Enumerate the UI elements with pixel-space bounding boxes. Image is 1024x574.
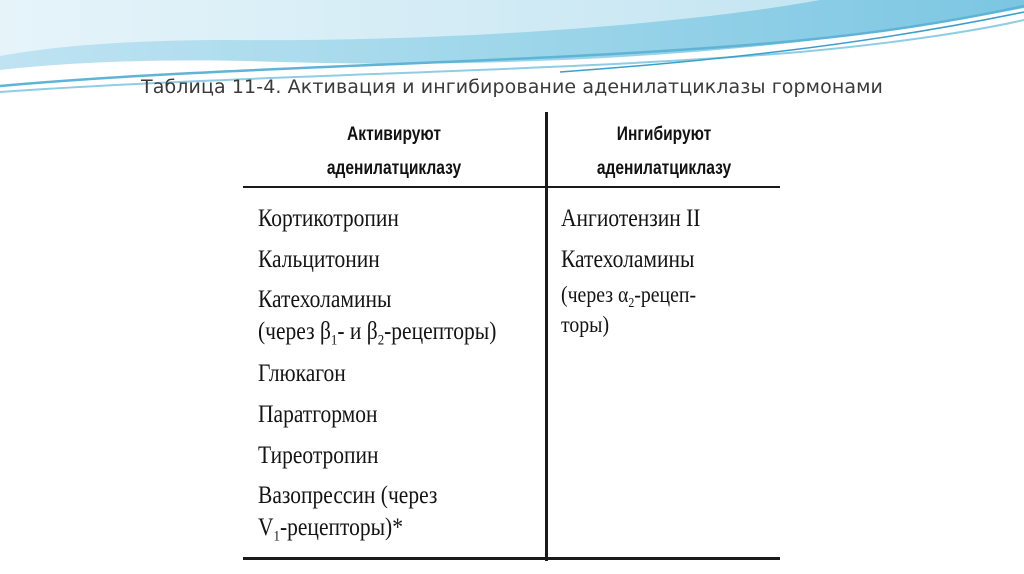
header-activate-line1: Активируют — [347, 124, 441, 145]
text-fragment: -рецепторы) — [384, 318, 497, 345]
hormone-table — [243, 112, 780, 561]
subscript: 1 — [273, 528, 280, 545]
item-line: торы) — [561, 312, 610, 337]
activators-list — [258, 198, 542, 549]
list-item — [258, 280, 542, 353]
text-fragment: (через β — [258, 318, 331, 345]
column-divider — [545, 112, 548, 561]
list-item: Паратгормон — [258, 401, 378, 428]
header-inhibit-line1: Ингибируют — [616, 124, 712, 145]
slide-title: Таблица 11-4. Активация и ингибирование аденилатциклазы гормонами — [141, 76, 883, 98]
list-item: Глюкагон — [258, 360, 346, 387]
list-item: Тиреотропин — [258, 442, 379, 469]
item-line — [561, 280, 780, 310]
item-line: Катехоламины — [258, 286, 392, 313]
subscript: 1 — [330, 332, 338, 349]
item-line: Вазопрессин (через — [258, 482, 438, 509]
text-fragment: - и β — [337, 318, 378, 345]
item-line — [258, 512, 542, 544]
header-activate — [270, 118, 518, 186]
list-item — [561, 280, 780, 340]
header-inhibit-line2: аденилатциклазу — [596, 158, 732, 179]
text-fragment: -рецеп- — [634, 282, 697, 307]
header-divider — [243, 186, 780, 188]
inhibitors-list — [561, 198, 780, 340]
list-item: Катехоламины — [561, 246, 695, 273]
list-item: Кальцитонин — [258, 246, 380, 273]
header-activate-line2: аденилатциклазу — [326, 158, 462, 179]
text-fragment: (через α — [561, 282, 629, 307]
list-item — [258, 476, 542, 549]
subscript: 2 — [628, 294, 635, 310]
text-fragment: V — [258, 514, 274, 541]
item-line — [258, 316, 542, 348]
list-item: Кортикотропин — [258, 205, 399, 232]
list-item: Ангиотензин II — [561, 205, 701, 232]
header-inhibit — [569, 118, 759, 186]
table-bottom-border — [243, 557, 780, 560]
text-fragment: -рецепторы)* — [279, 514, 403, 541]
subscript: 2 — [377, 332, 385, 349]
